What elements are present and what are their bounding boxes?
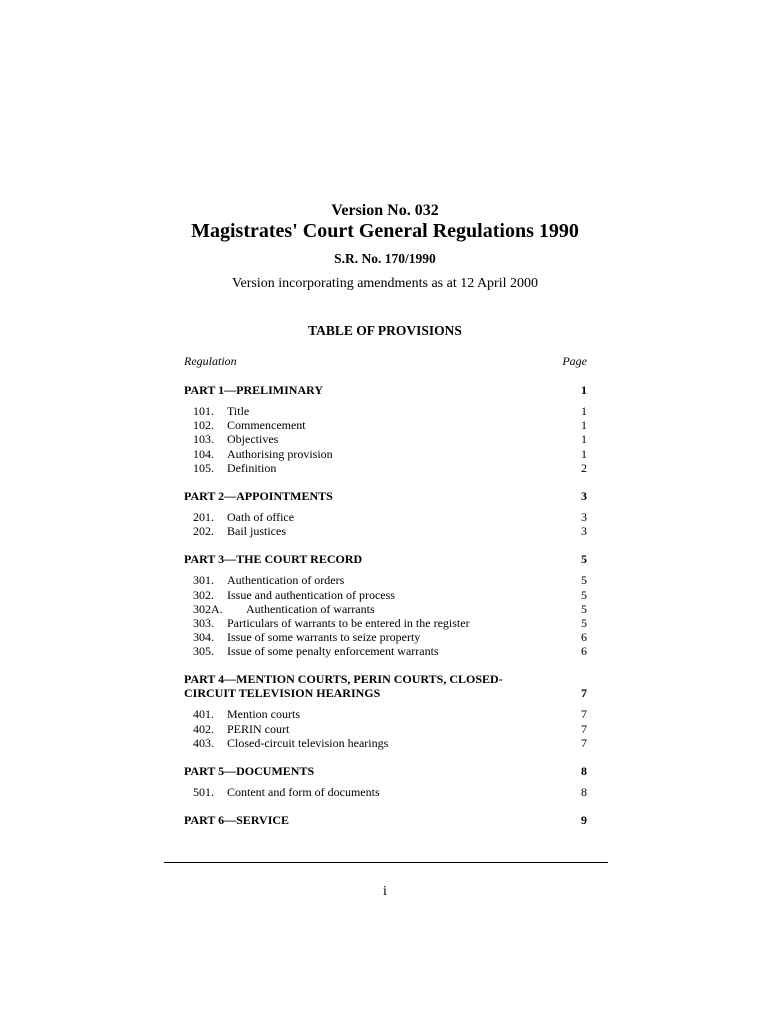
toc-item[interactable] — [184, 707, 587, 721]
item-label: Authentication of warrants — [246, 601, 375, 616]
item-label: Definition — [227, 460, 277, 475]
item-label: Title — [227, 404, 250, 418]
part-title: PART 1—PRELIMINARY — [184, 383, 324, 397]
part-page: 1 — [581, 383, 587, 397]
version-number: Version No. 032 — [331, 202, 439, 219]
item-number: 403. — [193, 735, 214, 750]
item-label: Issue of some penalty enforcement warrants — [227, 644, 439, 659]
toc-item[interactable] — [184, 736, 587, 750]
item-label: Bail justices — [227, 524, 286, 539]
toc-item[interactable] — [184, 404, 587, 418]
toc-part[interactable] — [184, 552, 587, 566]
item-page: 5 — [581, 601, 587, 616]
table-of-provisions — [184, 383, 587, 827]
part-title: PART 6—SERVICE — [184, 813, 290, 828]
item-number: 101. — [193, 404, 214, 418]
toc-item[interactable] — [184, 510, 587, 524]
item-page: 3 — [581, 524, 587, 539]
part-page: 7 — [581, 686, 587, 701]
toc-item[interactable] — [184, 644, 587, 658]
part-page: 5 — [581, 552, 587, 567]
item-page: 1 — [581, 446, 587, 461]
toc-part[interactable] — [184, 489, 587, 503]
toc-item[interactable] — [184, 573, 587, 587]
item-page: 6 — [581, 630, 587, 645]
part-title: PART 4—MENTION COURTS, PERIN COURTS, CLOSED-CIRCUIT TELEVISION HEARINGS — [184, 672, 503, 701]
part-items — [184, 785, 587, 799]
page-number: i — [383, 884, 387, 899]
part-page: 3 — [581, 488, 587, 503]
item-number: 104. — [193, 446, 214, 461]
toc-item[interactable] — [184, 602, 587, 616]
item-label: Authentication of orders — [227, 573, 345, 588]
item-number: 303. — [193, 615, 214, 630]
toc-item[interactable] — [184, 524, 587, 538]
column-header-regulation: Regulation — [184, 354, 237, 368]
toc-item[interactable] — [184, 785, 587, 799]
part-items — [184, 510, 587, 538]
toc-item[interactable] — [184, 418, 587, 432]
toc-item[interactable] — [184, 461, 587, 475]
item-page: 1 — [581, 418, 587, 433]
item-number: 201. — [193, 509, 214, 524]
item-number: 304. — [193, 630, 214, 645]
toc-item[interactable] — [184, 588, 587, 602]
item-page: 5 — [581, 573, 587, 588]
item-label: Mention courts — [227, 707, 300, 722]
part-items — [184, 707, 587, 750]
item-label: Objectives — [227, 432, 279, 447]
item-page: 1 — [581, 432, 587, 447]
part-items — [184, 404, 587, 475]
toc-item[interactable] — [184, 722, 587, 736]
item-number: 305. — [193, 644, 214, 659]
item-number: 105. — [193, 460, 214, 475]
document-title: Magistrates' Court General Regulations 1990 — [191, 220, 579, 242]
item-label: Oath of office — [227, 509, 295, 524]
item-number: 103. — [193, 432, 214, 447]
footer-divider — [164, 862, 608, 863]
item-page: 1 — [581, 404, 587, 418]
toc-part[interactable] — [184, 383, 587, 397]
toc-part[interactable] — [184, 672, 587, 700]
item-number: 301. — [193, 573, 214, 588]
part-items — [184, 573, 587, 658]
item-number: 401. — [193, 707, 214, 722]
item-page: 7 — [581, 721, 587, 736]
toc-item[interactable] — [184, 432, 587, 446]
item-label: Content and form of documents — [227, 785, 380, 799]
toc-item[interactable] — [184, 616, 587, 630]
item-number: 402. — [193, 721, 214, 736]
column-header-page: Page — [562, 354, 587, 368]
part-page: 8 — [581, 764, 587, 778]
item-number: 102. — [193, 418, 214, 433]
toc-heading: TABLE OF PROVISIONS — [308, 323, 462, 338]
item-page: 2 — [581, 460, 587, 475]
toc-column-headers — [184, 354, 587, 369]
item-number: 501. — [193, 785, 214, 799]
item-number: 302A. — [193, 601, 223, 616]
toc-part[interactable] — [184, 764, 587, 778]
item-label: Commencement — [227, 418, 306, 433]
item-page: 6 — [581, 644, 587, 659]
item-number: 202. — [193, 524, 214, 539]
amendment-note: Version incorporating amendments as at 12 April 2000 — [232, 276, 538, 291]
item-page: 8 — [581, 785, 587, 799]
part-page: 9 — [581, 813, 587, 828]
part-title: PART 2—APPOINTMENTS — [184, 488, 333, 503]
item-label: Closed-circuit television hearings — [227, 735, 389, 750]
item-number: 302. — [193, 587, 214, 602]
item-label: Issue of some warrants to seize property — [227, 630, 421, 645]
toc-item[interactable] — [184, 630, 587, 644]
toc-part[interactable] — [184, 813, 587, 827]
toc-item[interactable] — [184, 447, 587, 461]
item-label: Particulars of warrants to be entered in the register — [227, 615, 470, 630]
item-page: 3 — [581, 509, 587, 524]
item-page: 7 — [581, 707, 587, 722]
item-page: 5 — [581, 615, 587, 630]
item-page: 7 — [581, 735, 587, 750]
part-title: PART 3—THE COURT RECORD — [184, 552, 363, 567]
item-label: PERIN court — [227, 721, 290, 736]
item-label: Issue and authentication of process — [227, 587, 395, 602]
part-title: PART 5—DOCUMENTS — [184, 764, 315, 778]
item-page: 5 — [581, 587, 587, 602]
item-label: Authorising provision — [227, 446, 333, 461]
sr-number: S.R. No. 170/1990 — [334, 251, 436, 266]
